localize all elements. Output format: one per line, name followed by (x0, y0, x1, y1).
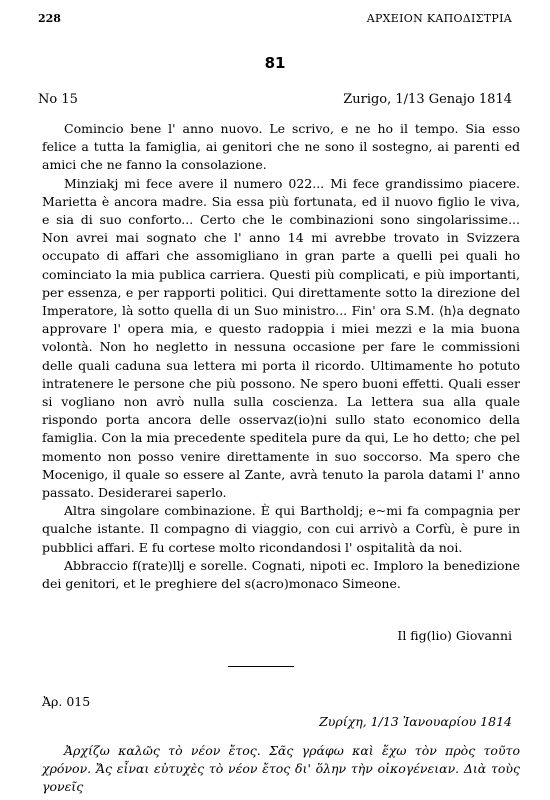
paragraph: Altra singolare combinazione. È qui Bartholdj; e~mi fa compagnia per qualche istante. Il compagno di viaggio, con cui arrivò a Corfù, è pure in pubblici affari. E fu cortese molto ricondandosi l' ospitalità da noi. (42, 503, 520, 555)
greek-translation (42, 742, 520, 797)
greek-letter-number: Ἀρ. 015 (42, 694, 91, 709)
greek-paragraph: Ἀρχίζω καλῶς τὸ νέον ἔτος. Σᾶς γράφω καὶ ἔχω τὸν πρὸς τοῦτο χρόνον. Ἄς εἶναι εὐτυχὲς τὸ νέον ἔτος δι' ὅλην τὴν οἰκογένειαν. Διὰ τοὺς γονεῖς (42, 743, 520, 795)
paragraph: Abbraccio f(rate)llj e sorelle. Cognati, nipoti ec. Imploro la benedizione dei genitori, et le preghiere del s(acro)monaco Simeone. (42, 557, 520, 592)
letter-heading (38, 92, 512, 110)
greek-place-date: Ζυρίχη, 1/13 Ἰανουαρίου 1814 (319, 714, 512, 729)
letter-number: No 15 (38, 92, 78, 107)
paragraph: Minziakj mi fece avere il numero 022... Mi fece grandissimo piacere. Marietta è ancora madre. Sia essa più fortunata, ed il nuovo figlio le viva, e sia di suo conforto... Certo che le combinazioni sono singolarissime... Non avrei mai sognato che l' anno 14 mi avrebbe trovato in Svizzera occupato di affari che assomigliano in gran parte a quelli pei quali ho cominciato la mia publica carriera. Questi più complicati, e più importanti, per essenza, e per rapporti politici. Qui direttamente sotto la direzione del Imperatore, là sotto quella di un Suo ministro... Fin' ora S.M. ⟨h⟩a degnato approvare l' opera mia, e questo radoppia i miei mezzi e la mia buona volontà. Non ho negletto in nessuna occasione per fare le commissioni delle quali caduna sua lettera mi porta il ricordo. Ultimamente ho potuto intratenere le persone che più possono. Ne spero buoni effetti. Quali esser si vogliano non avrò nulla sulla coscienza. La lettera sua alla quale rispondo porta ancora delle osservaz(io)ni sullo stato economico della famiglia. Con la mia precedente speditela pure da qui, Le ho detto; che pel momento non posso venire direttamente in suo soccorso. Ma spero che Mocenigo, il quale so essere al Zante, avrà tenuto la parola datami l' anno passato. Desiderarei saperlo. (42, 175, 520, 501)
page-header (38, 12, 512, 30)
page-number: 228 (38, 12, 61, 25)
document-number: 81 (264, 54, 286, 72)
letter-place-date: Zurigo, 1/13 Genajo 1814 (343, 92, 512, 107)
letter-body (42, 120, 520, 593)
section-divider (228, 666, 294, 667)
running-title: ΑΡΧΕΙΟΝ ΚΑΠΟΔΙΣΤΡΙΑ (366, 12, 512, 25)
paragraph: Comincio bene l' anno nuovo. Le scrivo, e ne ho il tempo. Sia esso felice a tutta la famiglia, ai genitori che ne sono il sostegno, ai parenti ed amici che ne fanno la consolazione. (42, 121, 520, 173)
signature: Il fig(lio) Giovanni (397, 628, 512, 643)
